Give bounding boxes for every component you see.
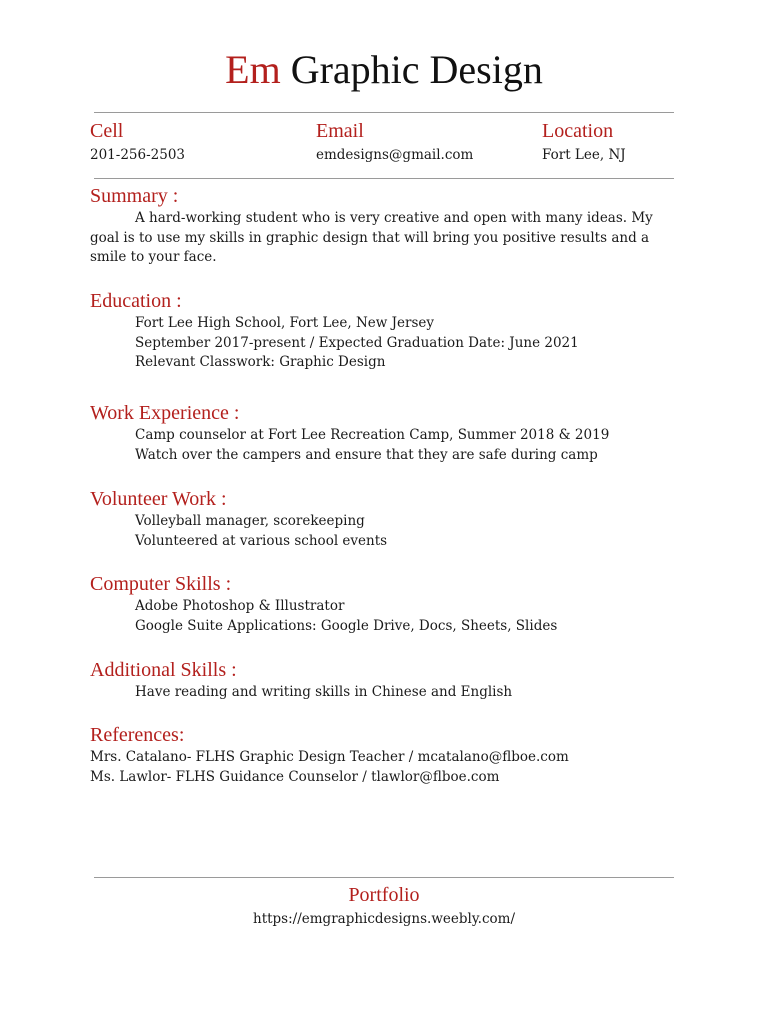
work-section [90,400,680,465]
work-line: Watch over the campers and ensure that they are safe during camp [135,446,598,463]
additional-skills-section [90,657,680,703]
work-line: Camp counselor at Fort Lee Recreation Camp, Summer 2018 & 2019 [135,427,610,443]
computer-skills-line: Google Suite Applications: Google Drive, Docs, Sheets, Slides [135,617,558,634]
work-heading: Work Experience : [90,402,240,424]
reference-line: Mrs. Catalano- FLHS Graphic Design Teacher / mcatalano@flboe.com [90,749,569,765]
computer-skills-heading: Computer Skills : [90,573,232,595]
email-label: Email [316,120,364,142]
portfolio-label: Portfolio [348,884,420,906]
contact-block [90,118,690,168]
reference-line: Ms. Lawlor- FLHS Guidance Counselor / tlawlor@flboe.com [90,768,500,785]
title-rest: Graphic Design [290,47,543,92]
education-line: Relevant Classwork: Graphic Design [135,354,386,371]
education-section [90,288,680,373]
contact-divider [94,178,674,179]
additional-skills-heading: Additional Skills : [90,659,237,681]
references-heading: References: [90,724,185,746]
summary-section [90,183,680,268]
location-value: Fort Lee, NJ [542,147,626,163]
education-line: Fort Lee High School, Fort Lee, New Jersey [135,315,435,331]
contact-location [542,118,626,165]
volunteer-line: Volleyball manager, scorekeeping [135,513,365,529]
volunteer-heading: Volunteer Work : [90,488,227,510]
location-label: Location [542,120,614,142]
volunteer-section [90,486,680,551]
cell-label: Cell [90,120,124,142]
references-section [90,722,680,787]
computer-skills-line: Adobe Photoshop & Illustrator [135,598,345,614]
computer-skills-section [90,571,680,636]
cell-value: 201-256-2503 [90,147,186,163]
portfolio-block [0,882,768,929]
email-value: emdesigns@gmail.com [316,147,474,163]
footer-divider [94,877,674,878]
summary-text: A hard-working student who is very creative and open with many ideas. My goal is to use my skills in graphic design that will bring you positive results and a smile to your face. [90,210,653,266]
contact-email [316,118,473,165]
top-divider [94,112,674,113]
contact-cell [90,118,185,165]
education-line: September 2017-present / Expected Graduation Date: June 2021 [135,334,579,351]
education-heading: Education : [90,290,182,312]
page-title [0,44,768,96]
portfolio-link[interactable]: https://emgraphicdesigns.weebly.com/ [253,911,515,927]
title-first-word: Em [225,47,281,92]
volunteer-line: Volunteered at various school events [135,532,388,549]
summary-heading: Summary : [90,185,179,207]
additional-skills-line: Have reading and writing skills in Chinese and English [135,684,513,700]
